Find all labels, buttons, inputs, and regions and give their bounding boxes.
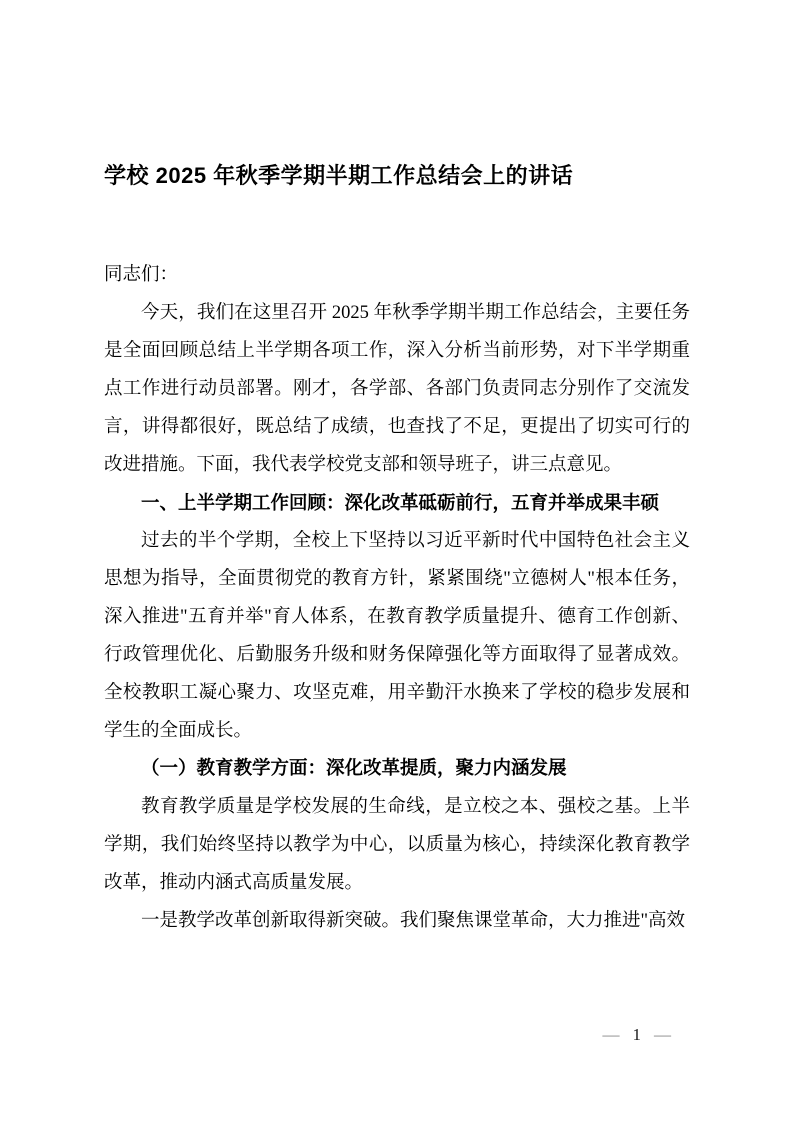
document-title: 学校 2025 年秋季学期半期工作总结会上的讲话 <box>104 163 574 188</box>
footer-right-dash: — <box>654 1025 671 1044</box>
paragraph-review-overview: 过去的半个学期，全校上下坚持以习近平新时代中国特色社会主义思想为指导，全面贯彻党的教育方针，紧紧围绕"立德树人"根本任务，深入推进"五育并举"育人体系，在教育教学质量提升、德育工作创新、行政管理优化、后勤服务升级和财务保障强化等方面取得了显著成效。全校教职工凝心聚力、攻坚克难，用辛勤汗水换来了学校的稳步发展和学生的全面成长。 <box>104 531 690 741</box>
paragraph-teaching-quality: 教育教学质量是学校发展的生命线，是立校之本、强校之基。上半学期，我们始终坚持以教学为中心，以质量为核心，持续深化教育教学改革，推动内涵式高质量发展。 <box>104 797 690 893</box>
salutation: 同志们： <box>104 265 179 285</box>
page-number: 1 <box>632 1025 641 1044</box>
paragraph-opening: 今天，我们在这里召开 2025 年秋季学期半期工作总结会，主要任务是全面回顾总结上半学期各项工作，深入分析当前形势，对下半学期重点工作进行动员部署。刚才，各学部、各部门负责同志分别作了交流发言，讲得都很好，既总结了成绩，也查找了不足，更提出了切实可行的改进措施。下面，我代表学校党支部和领导班子，讲三点意见。 <box>104 303 690 475</box>
footer-left-dash: — <box>602 1025 620 1044</box>
document-content <box>104 160 690 940</box>
subsection-heading-1-1: （一）教育教学方面：深化改革提质，聚力内涵发展 <box>141 759 567 779</box>
page-footer <box>603 1024 672 1046</box>
paragraph-teaching-reform-truncated: 一是教学改革创新取得新突破。我们聚焦课堂革命，大力推进"高效 <box>141 911 686 931</box>
section-heading-1: 一、上半学期工作回顾：深化改革砥砺前行，五育并举成果丰硕 <box>141 492 660 513</box>
